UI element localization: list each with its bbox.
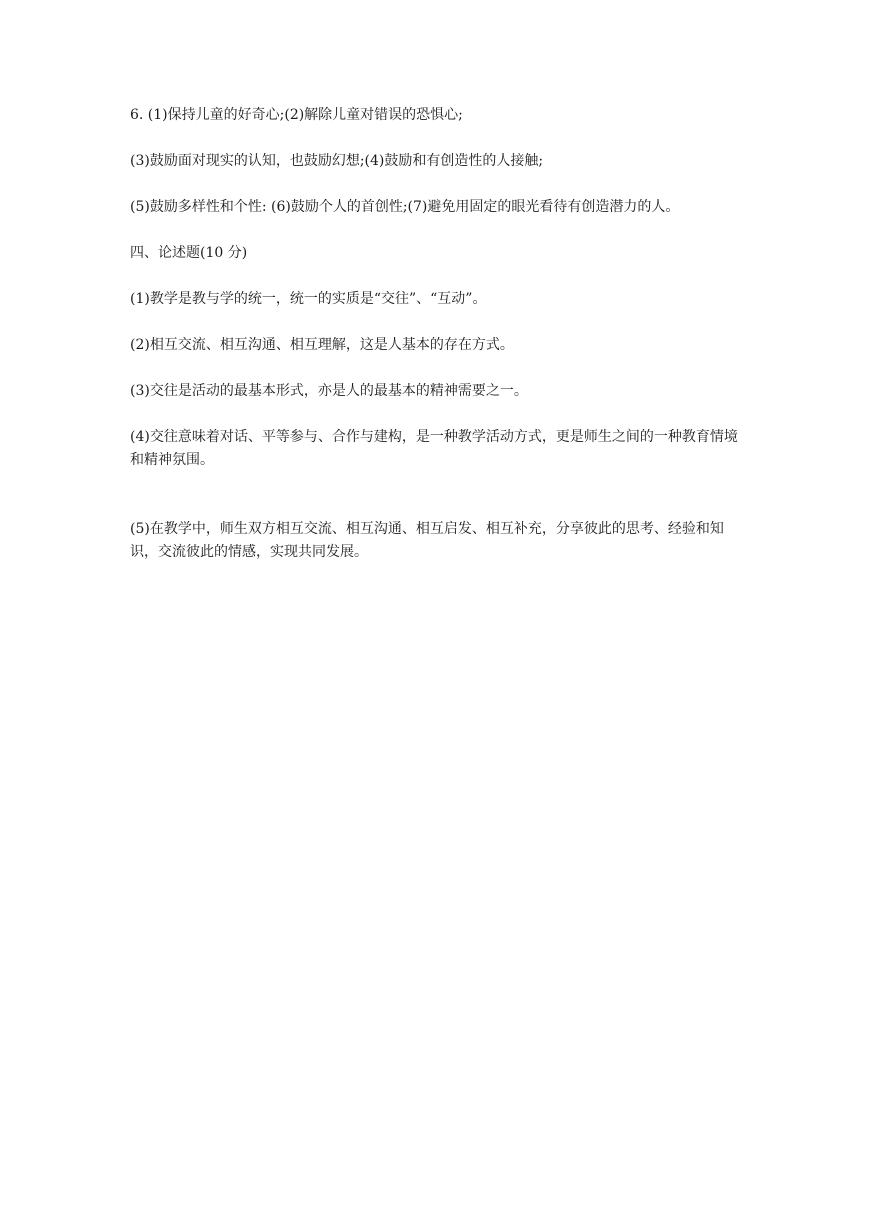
essay-point-5: (5)在教学中，师生双方相互交流、相互沟通、相互启发、相互补充，分享彼此的思考、经验和知识，交流彼此的情感，实现共同发展。 (130, 521, 724, 560)
essay-point-1: (1)教学是教与学的统一，统一的实质是“交往”、“互动”。 (130, 291, 487, 307)
answer-6-line-2: (3)鼓励面对现实的认知，也鼓励幻想;(4)鼓励和有创造性的人接触; (130, 153, 544, 169)
section-4-heading: 四、论述题(10 分) (130, 245, 248, 261)
answer-6-line-1: 6. (1)保持儿童的好奇心;(2)解除儿童对错误的恐惧心; (130, 107, 463, 123)
essay-point-4: (4)交往意味着对话、平等参与、合作与建构，是一种教学活动方式，更是师生之间的一种教育情境和精神氛围。 (130, 429, 738, 468)
essay-point-3: (3)交往是活动的最基本形式，亦是人的最基本的精神需要之一。 (130, 383, 528, 399)
essay-point-2: (2)相互交流、相互沟通、相互理解，这是人基本的存在方式。 (130, 337, 514, 353)
answer-6-line-3: (5)鼓励多样性和个性: (6)鼓励个人的首创性;(7)避免用固定的眼光看待有创造潜力的人。 (130, 199, 680, 215)
